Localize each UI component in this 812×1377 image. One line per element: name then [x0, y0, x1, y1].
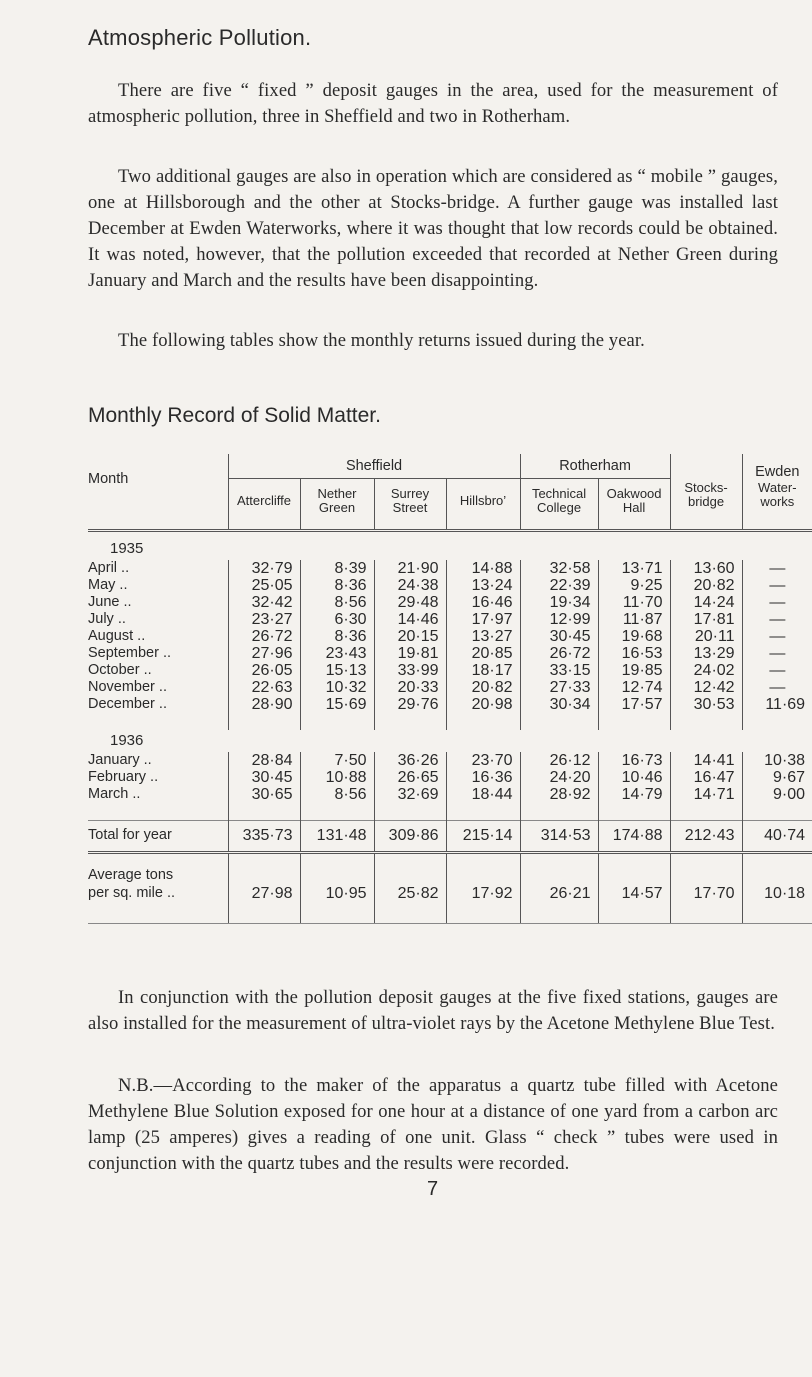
- table-row: [88, 679, 812, 696]
- cell-nether-green: 6·30: [300, 611, 374, 628]
- average-waterworks: 10·18: [742, 852, 812, 906]
- cell-waterworks: 9·67: [742, 769, 812, 786]
- cell-hillsbro: 20·85: [446, 645, 520, 662]
- table-row: [88, 611, 812, 628]
- cell-stocksbridge: 14·71: [670, 786, 742, 803]
- cell-surrey-street: 20·33: [374, 679, 446, 696]
- table-row: [88, 628, 812, 645]
- cell-attercliffe: 32·79: [228, 560, 300, 577]
- table-row: [88, 786, 812, 803]
- cell-nether-green: 8·39: [300, 560, 374, 577]
- cell-technical-college: 28·92: [520, 786, 598, 803]
- cell-oakwood-hall: 11·87: [598, 611, 670, 628]
- cell-attercliffe: 32·42: [228, 594, 300, 611]
- table-row: [88, 594, 812, 611]
- cell-stocksbridge: 20·82: [670, 577, 742, 594]
- cell-waterworks: —: [742, 594, 812, 611]
- sheffield-group-header: Sheffield: [228, 454, 520, 479]
- cell-attercliffe: 22·63: [228, 679, 300, 696]
- cell-oakwood-hall: 10·46: [598, 769, 670, 786]
- cell-technical-college: 24·20: [520, 769, 598, 786]
- cell-oakwood-hall: 11·70: [598, 594, 670, 611]
- cell-technical-college: 12·99: [520, 611, 598, 628]
- average-label-line2: per sq. mile ..: [88, 884, 176, 901]
- cell-technical-college: 30·34: [520, 696, 598, 713]
- cell-hillsbro: 17·97: [446, 611, 520, 628]
- cell-stocksbridge: 20·11: [670, 628, 742, 645]
- cell-nether-green: 10·32: [300, 679, 374, 696]
- month-cell: January ..: [88, 751, 152, 768]
- cell-waterworks: 10·38: [742, 752, 812, 769]
- cell-stocksbridge: 16·47: [670, 769, 742, 786]
- year-1936: 1936: [110, 732, 144, 749]
- section-heading: Atmospheric Pollution.: [88, 25, 312, 50]
- average-oakwood-hall: 14·57: [598, 852, 670, 906]
- month-cell: August ..: [88, 627, 146, 644]
- intro-paragraph: There are five “ fixed ” deposit gauges in the area, used for the measurement of atmospheric pollution, three in Sheffield and two in Rotherham.: [88, 80, 778, 127]
- cell-surrey-street: 14·46: [374, 611, 446, 628]
- cell-waterworks: —: [742, 577, 812, 594]
- cell-stocksbridge: 24·02: [670, 662, 742, 679]
- cell-attercliffe: 28·84: [228, 752, 300, 769]
- cell-oakwood-hall: 13·71: [598, 560, 670, 577]
- cell-surrey-street: 26·65: [374, 769, 446, 786]
- table-row: [88, 645, 812, 662]
- cell-waterworks: —: [742, 560, 812, 577]
- cell-hillsbro: 13·24: [446, 577, 520, 594]
- cell-nether-green: 10·88: [300, 769, 374, 786]
- cell-surrey-street: 29·48: [374, 594, 446, 611]
- col-surrey-street: Surrey Street: [374, 479, 446, 523]
- table-row: [88, 577, 812, 594]
- table-row: [88, 662, 812, 679]
- table-row: [88, 696, 812, 713]
- cell-surrey-street: 32·69: [374, 786, 446, 803]
- cell-waterworks: 9·00: [742, 786, 812, 803]
- cell-technical-college: 22·39: [520, 577, 598, 594]
- cell-surrey-street: 33·99: [374, 662, 446, 679]
- average-nether-green: 10·95: [300, 852, 374, 906]
- month-cell: April ..: [88, 559, 130, 576]
- mobile-gauges-paragraph: Two additional gauges are also in operation which are considered as “ mobile ” gauges, one at Hillsborough and the other at Stocks-bridge. A further gauge was installed last December at Ewden Waterworks, where it was thought that low records could be obtained. It was noted, however, that the pollution exceeded that recorded at Nether Green during January and March and the results have been disappointing.: [88, 166, 778, 291]
- cell-surrey-street: 21·90: [374, 560, 446, 577]
- cell-oakwood-hall: 17·57: [598, 696, 670, 713]
- tables-intro-paragraph: The following tables show the monthly returns issued during the year.: [118, 330, 645, 351]
- cell-oakwood-hall: 19·85: [598, 662, 670, 679]
- cell-oakwood-hall: 12·74: [598, 679, 670, 696]
- ultraviolet-paragraph: In conjunction with the pollution deposit gauges at the five fixed stations, gauges are also installed for the measurement of ultra-violet rays by the Acetone Methylene Blue Test.: [88, 987, 778, 1034]
- cell-waterworks: —: [742, 679, 812, 696]
- cell-technical-college: 19·34: [520, 594, 598, 611]
- cell-nether-green: 8·36: [300, 577, 374, 594]
- cell-stocksbridge: 12·42: [670, 679, 742, 696]
- cell-technical-college: 27·33: [520, 679, 598, 696]
- table-row: [88, 560, 812, 577]
- cell-waterworks: —: [742, 628, 812, 645]
- cell-oakwood-hall: 14·79: [598, 786, 670, 803]
- cell-hillsbro: 16·36: [446, 769, 520, 786]
- page-number: 7: [427, 1178, 439, 1200]
- total-waterworks: 40·74: [742, 820, 812, 852]
- cell-waterworks: —: [742, 645, 812, 662]
- col-waterworks: Water- works: [742, 479, 812, 523]
- month-cell: May ..: [88, 576, 128, 593]
- col-nether-green: Nether Green: [300, 479, 374, 523]
- cell-stocksbridge: 30·53: [670, 696, 742, 713]
- cell-hillsbro: 20·98: [446, 696, 520, 713]
- cell-waterworks: 11·69: [742, 696, 812, 713]
- cell-attercliffe: 30·45: [228, 769, 300, 786]
- cell-stocksbridge: 14·41: [670, 752, 742, 769]
- cell-attercliffe: 26·72: [228, 628, 300, 645]
- cell-hillsbro: 18·17: [446, 662, 520, 679]
- total-stocksbridge: 212·43: [670, 820, 742, 852]
- total-label: Total for year: [88, 820, 228, 852]
- cell-attercliffe: 30·65: [228, 786, 300, 803]
- cell-hillsbro: 18·44: [446, 786, 520, 803]
- cell-technical-college: 33·15: [520, 662, 598, 679]
- cell-technical-college: 26·12: [520, 752, 598, 769]
- cell-surrey-street: 36·26: [374, 752, 446, 769]
- cell-nether-green: 15·69: [300, 696, 374, 713]
- cell-nether-green: 7·50: [300, 752, 374, 769]
- month-cell: September ..: [88, 644, 172, 661]
- average-label: [88, 852, 228, 906]
- cell-attercliffe: 25·05: [228, 577, 300, 594]
- month-cell: June ..: [88, 593, 132, 610]
- cell-waterworks: —: [742, 662, 812, 679]
- total-row: [88, 820, 812, 852]
- cell-oakwood-hall: 19·68: [598, 628, 670, 645]
- month-cell: October ..: [88, 661, 152, 678]
- average-row: [88, 852, 812, 906]
- cell-nether-green: 8·36: [300, 628, 374, 645]
- col-hillsbro: Hillsbro’: [446, 479, 520, 523]
- cell-stocksbridge: 13·29: [670, 645, 742, 662]
- col-stocksbridge: Stocks- bridge: [670, 479, 742, 523]
- month-cell: February ..: [88, 768, 159, 785]
- cell-attercliffe: 23·27: [228, 611, 300, 628]
- cell-oakwood-hall: 16·53: [598, 645, 670, 662]
- cell-stocksbridge: 13·60: [670, 560, 742, 577]
- cell-attercliffe: 28·90: [228, 696, 300, 713]
- cell-oakwood-hall: 9·25: [598, 577, 670, 594]
- total-surrey-street: 309·86: [374, 820, 446, 852]
- ewden-group-header: Ewden: [742, 454, 812, 479]
- total-oakwood-hall: 174·88: [598, 820, 670, 852]
- cell-attercliffe: 27·96: [228, 645, 300, 662]
- cell-stocksbridge: 14·24: [670, 594, 742, 611]
- cell-nether-green: 15·13: [300, 662, 374, 679]
- cell-hillsbro: 20·82: [446, 679, 520, 696]
- col-attercliffe: Attercliffe: [228, 479, 300, 523]
- month-cell: July ..: [88, 610, 126, 627]
- total-attercliffe: 335·73: [228, 820, 300, 852]
- col-technical-college: Technical College: [520, 479, 598, 523]
- cell-technical-college: 32·58: [520, 560, 598, 577]
- cell-nether-green: 8·56: [300, 786, 374, 803]
- average-label-line1: Average tons: [88, 866, 174, 883]
- cell-waterworks: —: [742, 611, 812, 628]
- table-title: Monthly Record of Solid Matter.: [88, 404, 381, 427]
- month-cell: March ..: [88, 785, 141, 802]
- month-cell: November ..: [88, 678, 167, 695]
- total-technical-college: 314·53: [520, 820, 598, 852]
- cell-hillsbro: 13·27: [446, 628, 520, 645]
- total-hillsbro: 215·14: [446, 820, 520, 852]
- cell-attercliffe: 26·05: [228, 662, 300, 679]
- average-hillsbro: 17·92: [446, 852, 520, 906]
- month-header: Month: [88, 471, 129, 487]
- month-cell: December ..: [88, 695, 167, 712]
- cell-technical-college: 26·72: [520, 645, 598, 662]
- cell-hillsbro: 16·46: [446, 594, 520, 611]
- cell-stocksbridge: 17·81: [670, 611, 742, 628]
- col-oakwood-hall: Oakwood Hall: [598, 479, 670, 523]
- average-attercliffe: 27·98: [228, 852, 300, 906]
- year-1935: 1935: [110, 540, 144, 557]
- average-surrey-street: 25·82: [374, 852, 446, 906]
- nb-paragraph: N.B.—According to the maker of the apparatus a quartz tube filled with Acetone Methylene Blue Solution exposed for one hour at a distance of one yard from a carbon arc lamp (25 amperes) gives a reading of one unit. Glass “ check ” tubes were used in conjunction with the quartz tubes and the results were recorded.: [88, 1075, 778, 1174]
- cell-surrey-street: 29·76: [374, 696, 446, 713]
- cell-surrey-street: 20·15: [374, 628, 446, 645]
- cell-technical-college: 30·45: [520, 628, 598, 645]
- table-row: [88, 752, 812, 769]
- cell-oakwood-hall: 16·73: [598, 752, 670, 769]
- cell-hillsbro: 23·70: [446, 752, 520, 769]
- cell-surrey-street: 19·81: [374, 645, 446, 662]
- average-technical-college: 26·21: [520, 852, 598, 906]
- table-row: [88, 769, 812, 786]
- cell-hillsbro: 14·88: [446, 560, 520, 577]
- solid-matter-table: [88, 454, 812, 924]
- average-stocksbridge: 17·70: [670, 852, 742, 906]
- total-nether-green: 131·48: [300, 820, 374, 852]
- cell-nether-green: 8·56: [300, 594, 374, 611]
- rotherham-group-header: Rotherham: [520, 454, 670, 479]
- cell-nether-green: 23·43: [300, 645, 374, 662]
- cell-surrey-street: 24·38: [374, 577, 446, 594]
